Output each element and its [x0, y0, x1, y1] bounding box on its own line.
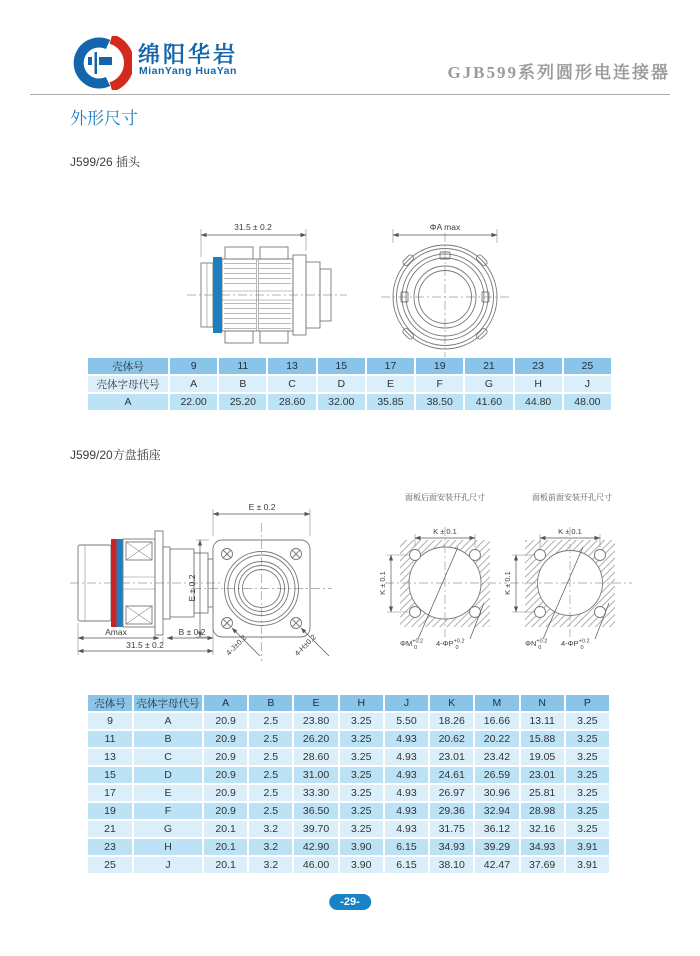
table-cell: K — [430, 695, 473, 711]
table-row — [88, 713, 609, 729]
table-cell: 4.93 — [385, 749, 428, 765]
table-cell: 壳体字母代号 — [88, 376, 168, 392]
dim-plug-diameter: ΦA max — [429, 222, 461, 232]
table-cell: G — [465, 376, 512, 392]
table-cell: 3.25 — [340, 713, 383, 729]
table-cell: 3.25 — [566, 749, 609, 765]
table-cell: B — [134, 731, 202, 747]
table-cell: 41.60 — [465, 394, 512, 410]
table-cell: 48.00 — [564, 394, 611, 410]
panel-cutout-front-view — [503, 527, 632, 651]
table-cell: 30.96 — [475, 785, 518, 801]
table-cell: A — [170, 376, 217, 392]
table-cell: 29.36 — [430, 803, 473, 819]
cutout-front-title: 面板前面安装开孔尺寸 — [532, 493, 612, 502]
company-logo-icon — [68, 36, 132, 90]
table-row — [88, 394, 611, 410]
dim-plug-length: 31.5 ± 0.2 — [234, 222, 272, 232]
table-cell: E — [294, 695, 337, 711]
table-cell: 3.25 — [340, 803, 383, 819]
table-cell: 20.9 — [204, 785, 247, 801]
table-cell: 17 — [367, 358, 414, 374]
table-cell: H — [134, 839, 202, 855]
table-cell: C — [268, 376, 315, 392]
table-cell: 25.81 — [521, 785, 564, 801]
plug-subtitle: J599/26 插头 — [70, 155, 141, 169]
table-row — [88, 839, 609, 855]
table-row — [88, 358, 611, 374]
table-cell: 3.2 — [249, 821, 292, 837]
dim-k-left-front: K ± 0.1 — [503, 571, 512, 595]
dim-4-phi-p-rear: $4-\Phi P^{+0.2}$ 0 — [436, 638, 465, 651]
table-cell: 23.80 — [294, 713, 337, 729]
dim-e-left: E ± 0.2 — [187, 574, 197, 602]
dim-phi-n: $\Phi N^{+0.2}$ 0 — [525, 638, 548, 651]
table-cell: 6.15 — [385, 839, 428, 855]
table-cell: 3.2 — [249, 857, 292, 873]
table-cell: 36.12 — [475, 821, 518, 837]
table-cell: 21 — [88, 821, 132, 837]
document-title: GJB599系列圆形电连接器 — [447, 63, 670, 82]
dim-k-top-front: K ± 0.1 — [558, 527, 582, 536]
dim-k-top-rear: K ± 0.1 — [433, 527, 457, 536]
table-cell: 28.98 — [521, 803, 564, 819]
receptacle-blue-band — [117, 539, 123, 627]
table-cell: 4.93 — [385, 731, 428, 747]
table-cell: 15 — [318, 358, 365, 374]
dim-b: B ± 0.2 — [178, 627, 206, 637]
table-cell: 19 — [88, 803, 132, 819]
table-cell: 24.61 — [430, 767, 473, 783]
table-cell: 2.5 — [249, 803, 292, 819]
table-cell: 11 — [88, 731, 132, 747]
table-cell: A — [204, 695, 247, 711]
table-row — [88, 821, 609, 837]
table-cell: 2.5 — [249, 731, 292, 747]
table-cell: 42.90 — [294, 839, 337, 855]
table-cell: B — [249, 695, 292, 711]
table-cell: 3.90 — [340, 857, 383, 873]
table-row — [88, 695, 609, 711]
table-cell: H — [515, 376, 562, 392]
table-cell: D — [318, 376, 365, 392]
dim-receptacle-length: 31.5 ± 0.2 — [126, 640, 164, 650]
table-row — [88, 857, 609, 873]
company-name-en: MianYang HuaYan — [139, 65, 237, 77]
table-cell: 13 — [88, 749, 132, 765]
table-cell: 23.01 — [430, 749, 473, 765]
table-cell: J — [564, 376, 611, 392]
table-cell: 22.00 — [170, 394, 217, 410]
table-cell: 2.5 — [249, 713, 292, 729]
receptacle-flange-view — [187, 502, 332, 661]
table-cell: 3.25 — [340, 785, 383, 801]
table-cell: 15.88 — [521, 731, 564, 747]
cutout-rear-title: 面板后面安装开孔尺寸 — [405, 493, 485, 502]
table-cell: 26.20 — [294, 731, 337, 747]
table-cell: M — [475, 695, 518, 711]
receptacle-red-band — [111, 539, 117, 627]
receptacle-technical-drawing — [70, 487, 685, 672]
table-cell: 3.25 — [566, 713, 609, 729]
table-cell: 6.15 — [385, 857, 428, 873]
table-cell: 31.00 — [294, 767, 337, 783]
table-row — [88, 803, 609, 819]
table-cell: 20.9 — [204, 767, 247, 783]
table-cell: 2.5 — [249, 785, 292, 801]
table-cell: 3.25 — [340, 749, 383, 765]
table-cell: C — [134, 749, 202, 765]
table-cell: 20.1 — [204, 821, 247, 837]
dim-phi-m: $\Phi M^{+0.2}$ 0 — [400, 638, 424, 651]
table-cell: 21 — [465, 358, 512, 374]
table-cell: 19.05 — [521, 749, 564, 765]
receptacle-side-view — [70, 531, 220, 655]
table-cell: 3.25 — [566, 731, 609, 747]
table-cell: 3.25 — [340, 821, 383, 837]
table-cell: J — [385, 695, 428, 711]
table-cell: 4.93 — [385, 803, 428, 819]
table-cell: 18.26 — [430, 713, 473, 729]
table-cell: P — [566, 695, 609, 711]
table-cell: 20.9 — [204, 749, 247, 765]
table-cell: 25.20 — [219, 394, 266, 410]
dim-e-top: E ± 0.2 — [248, 502, 276, 512]
table-cell: H — [340, 695, 383, 711]
table-row — [88, 785, 609, 801]
table-cell: 35.85 — [367, 394, 414, 410]
dim-k-left-rear: K ± 0.1 — [378, 571, 387, 595]
table-row — [88, 376, 611, 392]
table-cell: 26.97 — [430, 785, 473, 801]
table-cell: 28.60 — [294, 749, 337, 765]
table-cell: 3.25 — [340, 731, 383, 747]
table-cell: 3.25 — [566, 785, 609, 801]
table-cell: 壳体号 — [88, 695, 132, 711]
table-cell: 36.50 — [294, 803, 337, 819]
table-cell: 26.59 — [475, 767, 518, 783]
table-cell: 32.94 — [475, 803, 518, 819]
table-cell: 3.25 — [566, 821, 609, 837]
dim-4j: 4-J±0.2 — [224, 633, 249, 658]
table-cell: 25 — [564, 358, 611, 374]
dim-amax: Amax — [105, 627, 127, 637]
table-cell: 28.60 — [268, 394, 315, 410]
table-cell: 2.5 — [249, 767, 292, 783]
company-name-cn: 绵阳华岩 — [138, 42, 239, 67]
table-cell: 9 — [170, 358, 217, 374]
table-cell: 11 — [219, 358, 266, 374]
table-cell: 20.9 — [204, 713, 247, 729]
plug-blue-band — [213, 257, 222, 333]
plug-dimension-table — [86, 356, 613, 412]
table-cell: 20.9 — [204, 731, 247, 747]
table-cell: 20.1 — [204, 857, 247, 873]
table-body — [88, 695, 609, 873]
table-cell: 3.91 — [566, 839, 609, 855]
table-cell: F — [416, 376, 463, 392]
table-cell: 3.2 — [249, 839, 292, 855]
table-cell: 16.66 — [475, 713, 518, 729]
table-cell: 34.93 — [521, 839, 564, 855]
table-cell: 44.80 — [515, 394, 562, 410]
table-cell: 20.22 — [475, 731, 518, 747]
table-cell: 39.29 — [475, 839, 518, 855]
table-cell: 3.25 — [340, 767, 383, 783]
table-cell: 4.93 — [385, 785, 428, 801]
table-cell: 23 — [515, 358, 562, 374]
table-cell: 3.25 — [566, 803, 609, 819]
table-cell: 31.75 — [430, 821, 473, 837]
table-cell: 13.11 — [521, 713, 564, 729]
table-cell: 23.42 — [475, 749, 518, 765]
table-cell: 20.62 — [430, 731, 473, 747]
panel-cutout-rear-view — [378, 527, 507, 651]
dim-4-phi-p-front: $4-\Phi P^{+0.2}$ 0 — [561, 638, 590, 651]
table-cell: G — [134, 821, 202, 837]
table-cell: 3.25 — [566, 767, 609, 783]
table-cell: 13 — [268, 358, 315, 374]
table-cell: 25 — [88, 857, 132, 873]
receptacle-subtitle: J599/20方盘插座 — [70, 448, 161, 462]
table-cell: 32.00 — [318, 394, 365, 410]
table-cell: 33.30 — [294, 785, 337, 801]
table-cell: 46.00 — [294, 857, 337, 873]
table-cell: 3.90 — [340, 839, 383, 855]
table-row — [88, 767, 609, 783]
table-cell: 19 — [416, 358, 463, 374]
plug-side-view — [187, 222, 347, 343]
table-cell: 20.1 — [204, 839, 247, 855]
table-cell: 9 — [88, 713, 132, 729]
table-cell: 15 — [88, 767, 132, 783]
dim-4h: 4-H±0.2 — [292, 632, 318, 658]
page-number-badge: -29- — [329, 894, 371, 910]
table-cell: 4.93 — [385, 821, 428, 837]
table-body — [88, 358, 611, 410]
table-cell: B — [219, 376, 266, 392]
table-cell: 34.93 — [430, 839, 473, 855]
table-cell: A — [88, 394, 168, 410]
table-cell: E — [367, 376, 414, 392]
table-cell: 壳体号 — [88, 358, 168, 374]
table-cell: 38.10 — [430, 857, 473, 873]
table-cell: 2.5 — [249, 749, 292, 765]
table-cell: 23.01 — [521, 767, 564, 783]
table-cell: 37.69 — [521, 857, 564, 873]
table-cell: 42.47 — [475, 857, 518, 873]
table-cell: D — [134, 767, 202, 783]
table-cell: F — [134, 803, 202, 819]
table-cell: 23 — [88, 839, 132, 855]
table-cell: 38.50 — [416, 394, 463, 410]
table-cell: 32.16 — [521, 821, 564, 837]
table-cell: 17 — [88, 785, 132, 801]
table-cell: 壳体字母代号 — [134, 695, 202, 711]
table-row — [88, 731, 609, 747]
table-cell: N — [521, 695, 564, 711]
table-cell: 4.93 — [385, 767, 428, 783]
plug-technical-drawing — [185, 213, 525, 358]
table-cell: A — [134, 713, 202, 729]
receptacle-dimension-table — [86, 693, 611, 875]
table-cell: 3.91 — [566, 857, 609, 873]
table-cell: 5.50 — [385, 713, 428, 729]
header-divider — [30, 94, 670, 95]
plug-front-view — [381, 222, 509, 357]
table-cell: J — [134, 857, 202, 873]
table-cell: E — [134, 785, 202, 801]
section-title: 外形尺寸 — [70, 109, 138, 128]
table-cell: 20.9 — [204, 803, 247, 819]
table-cell: 39.70 — [294, 821, 337, 837]
table-row — [88, 749, 609, 765]
